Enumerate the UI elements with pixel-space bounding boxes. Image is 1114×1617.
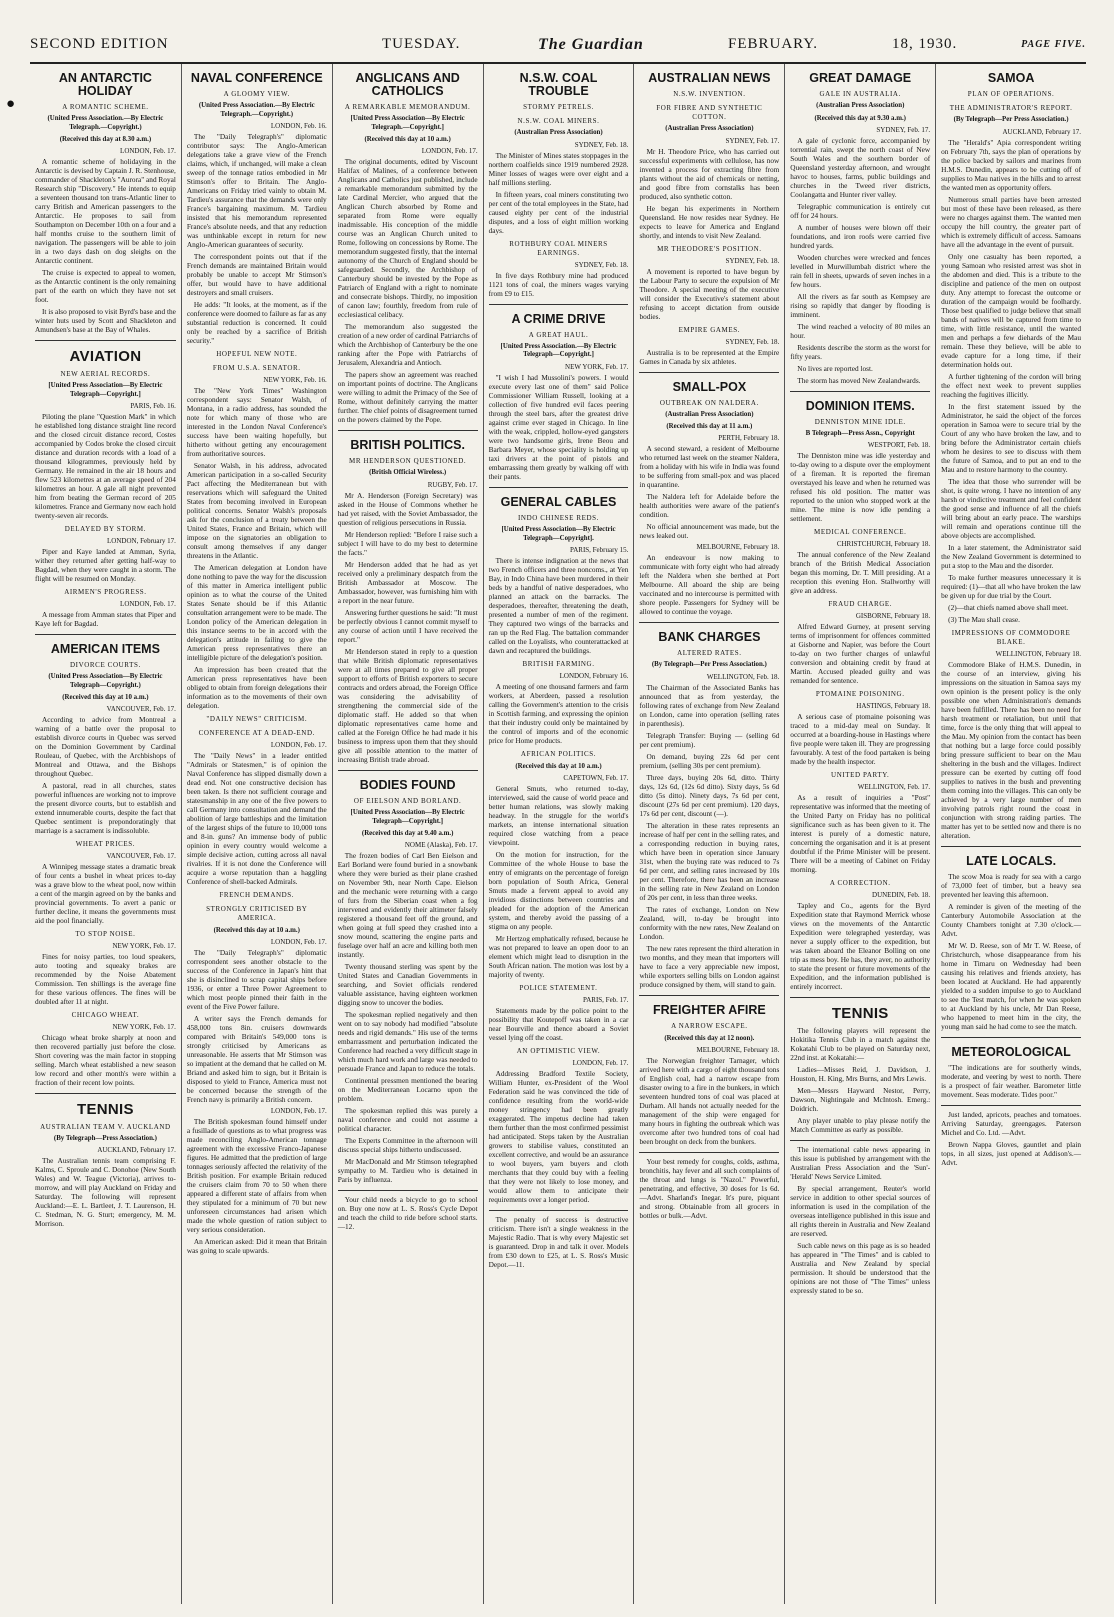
story-paragraph: An impression has been created that the American press representatives have been obliged to obtain from foreign delegations their information as to the movements of their own delegation. (186, 665, 327, 711)
dateline: PARIS, Feb. 16. (130, 402, 176, 410)
story-paragraph: The original documents, edited by Viscount Halifax of Malines, of a conference between Anglicans and Catholics just published, include a remarkable memorandum submitted by the late Cardinal Mercier, who argued that the Anglican Church absorbed by Rome and separated from Rome were equally inadmissable. His conception of the middle course was an Anglican Church united to Rome, following on concessions by Rome. The memorandum suggested firstly, that the internal autonomy of the Church of England should be safeguarded. Secondly, the Archbishop of Canterbury should be invested by the Pope as Patriarch of England with a right to nominate and consecrate bishops. Thirdly, no imposition of canon law; fourthly, freedom from rule of ecclesiastical celibacy. (337, 157, 478, 320)
story-paragraph: An American asked: Did it mean that Britain was going to scale upwards. (186, 1237, 327, 1256)
story-paragraph: "I wish I had Mussolini's powers. I would execute every last one of them" said Police Commissioner William Russell, looking at a collection of five hundred evil faces peering through the steel bars, after the greatest drive against crime ever staged in Chicago. In line with the weak, crippled, hollow-eyed gangsters were two handsome girls, Irene Beou and Barbara Meyer, whose speciality is holding up taxi drivers at the point of pistols and embarrassing them greatly by walking off with their pants. (488, 372, 629, 481)
story-paragraph: The "New York Times" Washington correspondent says: Senator Walsh, of Montana, in a radio address, has sounded the note for which many of those who are interested in the London Naval Conference's success have been waiting hopefully, but hitherto without getting any encouragement from authoritative sources. (186, 386, 327, 459)
subheading: A REMARKABLE MEMORANDUM. (344, 103, 471, 112)
story-paragraph: A serious case of ptomaine poisoning was traced to a mid-day meal on Sunday. It occurred at a boarding-house in Hastings where five people were taken ill. They are progressing favourably. A test of the food partaken is being made by the health inspector. (790, 712, 931, 767)
column-rule (639, 372, 779, 373)
story-paragraph: The Chairman of the Associated Banks has announced that as from yesterday, the following rates of exchange from New Zealand on London, came into operation (selling rates in parenthesis). (639, 682, 780, 728)
column-rule (941, 846, 1081, 847)
subheading: DENNISTON MINE IDLE. (814, 417, 906, 426)
story-paragraph: Twenty thousand sterling was spent by the United States and Canadian Governments in searching, and Soviet officials rendered valuable assistance, having eighteen workmen digging snow to uncover the bodies. (337, 962, 478, 1007)
headline: LATE LOCALS. (966, 853, 1057, 868)
story-paragraph: Mr Hertzog emphatically refused, because he was not prepared to leave an open door to an element which might lead to disruption in the South African nation. The motion was lost by a majority of twenty. (488, 934, 629, 979)
story-paragraph: Telegraphic communication is entirely cut off for 24 hours. (790, 201, 931, 220)
subheading: AFRICAN POLITICS. (520, 750, 597, 758)
subheading: THE ADMINISTRATOR'S REPORT. (949, 104, 1073, 113)
received-time: (Received this day at 10 a.m.) (62, 694, 149, 702)
story-paragraph: "The indications are for southerly winds, moderate, and veering by west to north. There is a prospect of fair weather. Barometer little movement. Seas moderate. Tides poor." (941, 1062, 1082, 1099)
story-paragraph: Wooden churches were wrecked and fences levelled in Murwillumbah district where the rain fell in sheets, upwards of seven inches in a few hours. (790, 252, 931, 289)
story-paragraph: The Naldera left for Adelaide before the health authorities were aware of the patient's condition. (639, 492, 780, 520)
story-paragraph: A romantic scheme of holidaying in the Antarctic is devised by Captain J. R. Stenhouse, commander of Shackleton's "Aurora" and Royal Research ship "Discovery." He intends to equip a seventeen thousand ton trans-Atlantic liner to carry British and American passengers to the Antarctic. He proposes to sail from Southampton on December 10th on a four and a half months cruise to the southern limit of navigation. The passengers will be able to join in a two days dash on dog sleighs on the Antarctic continent. (35, 157, 176, 266)
subheading: POLICE STATEMENT. (519, 984, 598, 992)
story-paragraph: A further tightening of the cordon will bring the effect next week to prevent supplies reaching the fugitives illicitly. (941, 371, 1082, 399)
subheading: BRITISH FARMING. (522, 660, 595, 668)
issue-date: 18, 1930. (892, 36, 958, 52)
headline: A CRIME DRIVE (511, 311, 606, 326)
agency-credit: (United Press Association.—By Electric Telegraph.—Copyright.) (198, 102, 315, 118)
column-rule (35, 1093, 176, 1094)
story-paragraph: To make further measures unnecessary it is required: (1)—that all who have broken the law be given up for due trial by the Court. (941, 572, 1082, 600)
subheading: OF EIELSON AND BORLAND. (353, 797, 462, 805)
story-paragraph: A second steward, a resident of Melbourne who returned last week on the steamer Naldera, from a holiday with his wife in India was found to be suffering from small-pox and was placed in quarantine. (639, 444, 780, 490)
dateline: SYDNEY, Feb. 18. (725, 337, 780, 346)
subheading: MR THEODORE'S POSITION. (657, 244, 762, 253)
dateline: SYDNEY, Feb. 17. (725, 136, 780, 145)
subheading: A GREAT HAUL. (528, 330, 589, 339)
story-paragraph: Alfred Edward Gurney, at present serving terms of imprisonment for offences committed at Gisborne and Napier, was before the Court to-day on two further charges of unlawful conversion and obtaining credit by fraud at Martin. Accused pleaded guilty and was remanded for sentence. (790, 622, 931, 686)
received-time: (Received this day at 11 a.m.) (666, 423, 753, 431)
subheading: MR HENDERSON QUESTIONED. (349, 457, 467, 466)
agency-credit: (Australian Press Association) (665, 410, 754, 418)
agency-credit: [United Press Association—By Electric Telegraph—Copyright]. (501, 526, 616, 542)
story-paragraph: The "Daily Telegraph's" diplomatic correspondent sees another obstacle to the success of the Conference in Japan's hint that she is disinclined to scrap capital ships before 1936, or enter a Three Power Agreement to which most people pinned their faith in the event of the Five Power failure. (186, 948, 327, 1012)
column-rule (489, 304, 629, 305)
dateline: VANCOUVER, Feb. 17. (106, 852, 176, 861)
story-paragraph: The frozen bodies of Carl Ben Eielson and Earl Borland were found buried in a snowbank where they were buried as their plane crashed on November 9th, near North Cape. Eielson and the mechanic were returning with a cargo of furs from the Siberian coast when a fog intervened and evidently their altimeter falsely registered a thousand feet off the ground, and when going at full speed they crashed into a snow mound, scattering the engine parts and fuselage over half an acre and killing both men instantly. (337, 851, 478, 959)
story-paragraph: Mr Henderson replied: "Before I raise such a subject I will have to do my best to determine the facts." (337, 529, 478, 557)
dateline: NEW YORK, Feb. 17. (112, 1023, 176, 1032)
headline: NAVAL CONFERENCE (190, 71, 323, 85)
headline: BODIES FOUND (359, 777, 456, 792)
story-paragraph: Ladies—Misses Reid, J. Davidson, J. Houston, H. King, Mrs Burns, and Mrs Lewis. (790, 1065, 931, 1083)
subheading: MEDICAL CONFERENCE. (814, 528, 907, 537)
agency-credit: (Australian Press Association) (514, 129, 603, 137)
column-rule (489, 487, 629, 488)
story-paragraph: According to advice from Montreal a warning of a battle over the proposal to establish divorce courts in Quebec was served on the Dominion Government by Cardinal Rouleau, of Quebec, with the Archbishops of Montreal and Ottawa, and the Bishops throughout Quebec. (35, 715, 176, 779)
dateline: AUCKLAND, February 17. (1002, 127, 1082, 136)
story-paragraph: A pastoral, read in all churches, states powerful influences are working not to improve the present divorce courts, but to establish and extend innumerable courts, despite the fact that Quebec sentiment is prepondoratingly that marriage is a sacrament is indissoluble. (35, 781, 176, 836)
subheading: FRENCH DEMANDS. (219, 891, 295, 900)
story-paragraph: The storm has moved New Zealandwards. (797, 375, 921, 385)
column-3 (332, 64, 483, 1604)
story-paragraph: Continental pressmen mentioned the bearing on the Mediterranean Locarno upon the problem. (337, 1076, 478, 1103)
subheading: N.S.W. INVENTION. (673, 90, 746, 99)
story-paragraph: In the first statement issued by the Administrator, he said the object of the forces operation in Samoa were to secure trial by the Court of any who have broken the law, and to bring before the Administrator certain chiefs whom he desires to see to discuss with them the future of Samoa, and to put an end to the Mau and to restore harmony to the country. (941, 401, 1082, 474)
story-paragraph: Commodore Blake of H.M.S. Dunedin, in the course of an interview, giving his impressions on the situation in Samoa says my own opinion is the present policy is the only possible one when Administration's demands have been fulfilled. There has been no need for harsh treatment or retaliation, but until that time, force is the only thing that will appeal to the Mau. My opinion from the contact has been that nothing but a large force could possibly bring pressure sufficient to bear on the Mau sheltering in the bush and the villages. Indirect pressure can be exerted by cutting off food supplies to natives in the bush and preventing them coming into the villages. This can only be achieved by a very large number of men involving patrols right round the coast in conjunction with strong raiding parties. The matter has yet to be settled now and there is no alteration. (941, 659, 1082, 840)
dateline: NEW YORK, Feb. 16. (263, 376, 327, 385)
subheading: WHEAT PRICES. (75, 840, 136, 849)
story-paragraph: Numerous small parties have been arrested but most of these have been released, as there were no charges against them. The wanted men occupy the hill country, the greater part of which is extremely difficult of access. Samoans have all the advantage in the event of pursuit. (941, 194, 1082, 249)
headline: BRITISH POLITICS. (350, 438, 465, 453)
subheading: AUSTRALIAN TEAM V. AUCKLAND (40, 1122, 171, 1131)
story-paragraph: The Norwegian freighter Tarnager, which arrived here with a cargo of eight thousand tons of English coal, had a narrow escape from disaster owing to a fire in the bunkers, in which seventeen hundred tons of coal was placed at Durham. All hands not actually needed for the management of the ship were engaged for many hours in fighting the outbreak which was overcome after two hundred tons of coal had been brought on deck from the bunkers. (639, 1056, 780, 1146)
story-paragraph: Answering further questions he said: "It must be perfectly obvious I cannot commit myself to any course of action until I have received the report." (337, 607, 478, 644)
headline: ANGLICANS AND CATHOLICS (355, 71, 460, 99)
issue-month: FEBRUARY. (728, 36, 819, 52)
subheading: STORMY PETRELS. (523, 103, 594, 112)
column-rule (35, 340, 176, 341)
subheading: A GLOOMY VIEW. (223, 90, 290, 99)
agency-credit: [United Press Association—By Electric Telegraph—Copyright.] (350, 809, 465, 825)
story-paragraph: The annual conference of the New Zealand branch of the British Medical Association began this morning, Dr. T. Mill presiding. At a reception this evening Hon. Stallworthy will give an address. (790, 550, 931, 596)
headline: SAMOA (987, 71, 1035, 85)
column-rule (639, 995, 779, 996)
dateline: LONDON, Feb. 17. (120, 147, 176, 156)
column-5 (633, 64, 784, 1604)
story-paragraph: On the motion for instruction, for the Committee of the whole House to base the entry of emigrants on the percentage of foreign born population of South Africa, General Smuts made a fervent appeal to avoid any invidious distinctions between countries and pleaded for the adoption of the American system, and thereby avoid the passing of a stigma on any people. (488, 850, 629, 931)
dateline: NOME (Alaska), Feb. 17. (404, 841, 478, 849)
subheading: A NARROW ESCAPE. (671, 1022, 748, 1030)
column-rule (338, 1190, 478, 1191)
subheading: DIVORCE COURTS. (70, 661, 141, 670)
story-paragraph: The penalty of success is destructive criticism. There isn't a single weakness in the Majestic Radio. That is why every Majestic set is guaranteed. Drop in and talk it over. Models from £30 down to £25, at L. S. Ross's Music Depot.—11. (488, 1215, 629, 1269)
subheading: STRONGLY CRITICISED BY AMERICA. (206, 905, 308, 923)
story-paragraph: There is intense indignation at the news that two French officers and three noncoms., at Yen Bay, in Indo China have been murdered in their beds by a handful of native desperadoes, who planned an attack on the barracks. The desperadoes, thereafter, threatening the death, presented a number of men of the regiment. They captured two wings of the barracks and ran up the Red Flag. The battalion commander called on the Loyalists, who counterattacked at dawn and recaptured the buildings. (488, 556, 629, 655)
column-6 (784, 64, 935, 1604)
story-paragraph: Mr A. Henderson (Foreign Secretary) was asked in the House of Commons whether he had yet raised, with the Soviet Ambassador, the question of religious persecutions in Russia. (337, 490, 478, 527)
story-paragraph: In five days Rothbury mine had produced 1121 tons of coal, the miners wages varying from £9 to £15. (488, 270, 629, 298)
story-paragraph: The American delegation at London have done nothing to pave the way for the discussion of this matter in America intelligent public opinion as to what the course of the United States Senate should be if this Atlantic consultation arrangement were to be made. The London policy of the American delegation in this instance seems to be in accord with the delegation's attitude in failing to give the American press representatives there an intelligible picture of the delegation's position. (186, 563, 327, 663)
story-paragraph: Australia is to be represented at the Empire Games in Canada by six athletes. (639, 347, 780, 366)
dateline: SYDNEY, Feb. 18. (725, 256, 780, 265)
story-paragraph: Telegraph Transfer: Buying — (selling 6d per cent premium). (639, 730, 780, 749)
edition-label: SECOND EDITION (30, 36, 169, 52)
story-paragraph: The new rates represent the third alteration in two months, and they mean that importers will have to face a very appreciable new impost, while exporters selling bills on London against produce consigned by them, will stand to gain. (639, 943, 780, 989)
dateline: LONDON, Feb. 16. (270, 122, 327, 131)
column-rule (639, 622, 779, 623)
story-paragraph: General Smuts, who returned to-day, interviewed, said the cause of world peace and better human relations, was slowly making headway. In the struggle for the world's markets, an intense international situation required close watching from a peace viewpoint. (488, 784, 629, 847)
subheading: "DAILY NEWS" CRITICISM. (206, 715, 308, 724)
agency-credit: (British Official Wireless.) (369, 469, 447, 477)
story-paragraph: The correspondent points out that if the French demands are maintained Britain would probably be unable to accept Mr Stimson's offer, but would have to have additional destroyers and small cruisers. (186, 252, 327, 298)
dateline: MELBOURNE, February 18. (696, 543, 780, 552)
story-paragraph: Chicago wheat broke sharply at noon and then recovered partially just before the close. Short covering was the main factor in stopping selling. March wheat established a new season low record and other month's were within a fraction of their recent low points. (35, 1033, 176, 1088)
headline: SMALL-POX (672, 379, 747, 394)
headline: AN ANTARCTIC HOLIDAY (58, 71, 152, 99)
story-paragraph: It is also proposed to visit Byrd's base and the winter huts used by Scott and Shackleton and Amundsen's base at the Bay of Whales. (35, 307, 176, 335)
story-paragraph: In fifteen years, coal miners constituting two per cent of the total employees in the State, had caused eighty per cent of the industrial disputes, and a loss of eight million working days. (488, 189, 629, 235)
headline: BANK CHARGES (658, 630, 761, 645)
dateline: AUCKLAND, February 17. (97, 1146, 176, 1155)
subheading: ROTHBURY COAL MINERS EARNINGS. (509, 239, 608, 257)
story-paragraph: Just landed, apricots, peaches and tomatoes. Arriving Saturday, greengages. Paterson Michel and Co. Ltd. —Advt. (941, 1109, 1082, 1137)
story-paragraph: As a result of inquiries a "Post" representative was informed that the meeting of the United Party on Friday has no political significance such as has been given to it. The interest is purely of a domestic nature, concerning the organisation and it is at present doubtful if the Prime Minister will be present. There will be a meeting of Cabinet on Friday morning. (790, 793, 931, 875)
story-paragraph: An endeavour is now making to communicate with forty eight who had already left the Naldera when she berthed at Port Melbourne. All aboard the ship are being vaccinated and no intercourse is permitted with shore people. Passengers for Sydney will be allowed to continue the voyage. (639, 553, 780, 617)
subheading: IMPRESSIONS OF COMMODORE BLAKE. (951, 628, 1071, 646)
story-paragraph: Mr W. D. Reese, son of Mr T. W. Reese, of Christchurch, whose disappearance from his home in Timaru on Wednesday had been causing his relatives and friends anxiety, has been located at Auckland. He had apparently yielded to a sudden impulse to go to Auckland to see the Test match, for when he was spoken to at Auckland by his uncle, Mr Dan Reese, who happened to meet him in the city, the young man said he had come to see the match. (941, 940, 1082, 1031)
subheading: AIRMEN'S PROGRESS. (64, 588, 147, 596)
story-paragraph: (2)—that chiefs named above shall meet. (948, 602, 1069, 612)
subheading: A CORRECTION. (829, 879, 891, 888)
column-1 (30, 64, 181, 1604)
agency-credit: [United Press Association—By Electric Telegraph—Copyright.] (48, 382, 163, 398)
story-paragraph: The international cable news appearing in this issue is published by arrangement with the Australian Press Association and the 'Sun'-'Herald' News Service Limited. (790, 1145, 931, 1181)
story-paragraph: Your child needs a bicycle to go to school on. Buy one now at L. S. Ross's Cycle Depot and teach the child to ride before school starts.—12. (337, 1195, 478, 1231)
subheading: OUTBREAK ON NALDERA. (659, 398, 759, 407)
story-paragraph: Statements made by the police point to the possibility that Koutepoff was taken in a car near Bourville and thence aboard a Soviet vessel lying off the coast. (488, 1006, 629, 1042)
subheading: EMPIRE GAMES. (678, 325, 741, 334)
headline: AVIATION (69, 348, 142, 366)
masthead (30, 36, 1086, 64)
story-paragraph: A number of houses were blown off their foundations, and iron roofs were carried five hundred yards. (790, 222, 931, 250)
story-paragraph: The memorandum also suggested the creation of a new order of cardinal Patriarchs of which the Archbishop of Canterbury be the one ranking after the Pope with Patriarchs of Jerusalem, Alexandria and Antioch. (337, 322, 478, 368)
agency-credit: (United Press Association.—By Electric Telegraph.—Copyright.) (47, 115, 164, 131)
headline: TENNIS (831, 1005, 889, 1023)
column-rule (790, 391, 930, 392)
received-time: (Received this day at 12 noon). (664, 1035, 755, 1042)
agency-credit: [United Press Association—By Electric Telegraph.—Copyright.] (350, 115, 465, 131)
dateline: LONDON, Feb. 17. (120, 600, 176, 608)
subheading: CONFERENCE AT A DEAD-END. (198, 729, 315, 738)
story-paragraph: Mr MacDonald and Mr Stimson telegraphed sympathy to M. Tardieu who is detained in Paris by influenza. (337, 1157, 478, 1184)
column-rule (639, 1152, 779, 1153)
dateline: DUNEDIN, Feb. 18. (872, 891, 931, 900)
column-rule (790, 1140, 930, 1141)
story-paragraph: The "Daily News" in a leader entitled "Admirals or Statesmen," is of opinion the Naval Conference has slipped dismally down a dead end. Not one constructive decision has been taken. Is there not sufficient courage and statesmanship in any one of the five powers to call Germany into consultation and demand the abolition of large battleships and the limitation of the largest ships of the future to 10,000 tons and 8-in. guns? An immense body of public opinion in every country would welcome a simple decisive action, cutting across all naval rivalries. If it is not done the Conference will acquire a worse reputation than a haggling Conference of shell-backed Admirals. (186, 751, 327, 887)
story-paragraph: The wind reached a velocity of 80 miles an hour. (790, 321, 931, 340)
column-rule (35, 634, 176, 635)
column-rule (790, 997, 930, 998)
story-paragraph: Three days, buying 20s 6d, ditto. Thirty days, 12s 6d, (12s 6d ditto). Sixty days, 5s 6d ditto (5s ditto). Ninety days, 7s 6d per cent, discount (27s 6d per cent premium). 120 days, 17s 6d per cent, discount (—). (639, 772, 780, 818)
story-paragraph: Mr Henderson added that he had as yet received only a preliminary despatch from the British Ambassador at Moscow. The Ambassador, however, was furnishing him with a report in the near future. (337, 559, 478, 605)
dateline: LONDON, February 16. (559, 672, 629, 680)
agency-credit: B Telegraph—Press Assn., Copyright (805, 429, 915, 437)
subheading: DELAYED BY STORM. (64, 525, 147, 533)
received-time: (Received this day at 9.40 a.m.) (361, 830, 454, 837)
agency-credit: [United Press Association.—By Electric Telegraph—Copyright.] (500, 342, 617, 359)
story-paragraph: The Denniston mine was idle yesterday and to-day owing to a dispute over the employment of a fireman. It is reported the fireman overstayed his leave and when he returned was refused his old position. The matter was reported to the union who stopped work at the mine. The mine is now idle pending a settlement. (790, 451, 931, 524)
story-paragraph: A message from Amman states that Piper and Kaye left for Bagdad. (35, 610, 176, 628)
story-paragraph: Tapley and Co., agents for the Byrd Expedition state that Raymond Merrick whose views on the movements of the Antarctic Expedition were telegraphed yesterday, was never a supply officer to the expedition, but was taken aboard the Eleanor Bolling on one trip as mess boy. He has, they aver, no authority to state the present or future movements of the Expedition, and the information published is entirely incorrect. (790, 901, 931, 992)
story-paragraph: On demand, buying 22s 6d per cent premium, (selling 30s per cent premium). (639, 751, 780, 770)
story-paragraph: A meeting of one thousand farmers and farm workers, at Aberdeen, passed a resolution calling the Government's attention to the crisis in Scottish farming, and expressing the opinion that their industry could only be maintained by the control of imports and of the economic price for Home products. (488, 682, 629, 745)
column-rule (489, 1210, 629, 1211)
story-paragraph: Men—Messrs Hayward Nestor, Perry, Dawson, Nightingale and McIntosh. Emerg.: Doidrich. (790, 1086, 931, 1113)
headline: GENERAL CABLES (500, 494, 617, 509)
headline: TENNIS (77, 1101, 134, 1119)
subheading: PTOMAINE POISONING. (815, 690, 905, 699)
story-paragraph: The rates of exchange, London on New Zealand, will, to-day be brought into conformity with the new rates, New Zealand on London. (639, 904, 780, 941)
column-rule (338, 430, 478, 431)
story-paragraph: Only one casualty has been reported, a young Samoan who resisted arrest was shot in the abdomen and died. This is a tribute to the discipline and patience of the men on outpost duty. Any attempt to forecast the outcome or duration of the campaign would be foolhardy. Those best qualified to judge believe that small bands of natives will be captured from time to time, with little resistance, until the wanted men and perhaps a few diehards of the Mau remain. These they believe, will be able to evade capture for a long time, if their determination holds out. (941, 251, 1082, 369)
subheading: HOPEFUL NEW NOTE. (216, 350, 298, 359)
story-paragraph: The cruise is expected to appeal to women, as the Antarctic continent is the only remaining part of the earth on which they have not set foot. (35, 268, 176, 305)
dateline: PERTH, February 18. (718, 434, 780, 443)
column-7 (935, 64, 1086, 1604)
subheading: UNITED PARTY. (831, 771, 890, 780)
headline: AMERICAN ITEMS (50, 642, 160, 656)
story-paragraph: (3) The Mau shall cease. (948, 614, 1020, 624)
subheading: FROM U.S.A. SENATOR. (212, 364, 301, 373)
column-4 (483, 64, 634, 1604)
page-number: PAGE FIVE. (1021, 39, 1086, 50)
subheading: FRAUD CHARGE. (828, 600, 893, 609)
column-rule (338, 770, 478, 771)
story-paragraph: Mr H. Theodore Price, who has carried out successful experiments with cellulose, has now invented a process for extracting fibre from plants without the aid of chemicals or netting, and good fibre from cornstalks has been produced, also synthetic cotton. (639, 146, 780, 201)
subheading: A ROMANTIC SCHEME. (62, 103, 149, 112)
dateline: CHRISTCHURCH, February 18. (836, 540, 931, 549)
dateline: LONDON, February 17. (107, 537, 176, 545)
dateline: GISBORNE, February 18. (855, 612, 931, 621)
dateline: HASTINGS, February 18. (856, 702, 931, 711)
agency-credit: (Australian Press Association) (665, 125, 754, 133)
story-paragraph: The "Daily Telegraph's" diplomatic contributor says: The Anglo-American delegations take a grave view of the French claims, which, if unchanged, will make a clean sweep of the tonnage ratios embodied in Mr Stimson's offer to Britain. The Anglo-Americans on Friday tried vainly to obtain M. Tardieu's assurance that the demands were only France's bargaining maximum. M. Tardieu insisted that his memorandum represented France's absolute needs, and that any reduction was unthinkable except in return for new Anglo-American guarantees of security. (186, 132, 327, 250)
story-paragraph: No official announcement was made, but the news leaked out. (639, 522, 780, 541)
agency-credit: (By Telegraph—Per Press Association.) (953, 116, 1069, 124)
dateline: NEW YORK, Feb. 17. (112, 942, 176, 951)
dateline: CAPETOWN, Feb. 17. (563, 774, 629, 782)
dateline: MELBOURNE, February 18. (696, 1046, 780, 1054)
dateline: WELLINGTON, February 18. (995, 649, 1082, 658)
story-paragraph: Brown Nappa Gloves, gauntlet and plain tops, in all sizes, just opened at Addison's.—Advt. (941, 1139, 1082, 1167)
story-paragraph: The papers show an agreement was reached on important points of doctrine. The Anglicans were willing to admit the Primacy of the See of Rome, without definitely carrying the matter further. The chief points of disagreement turned on the powers claimed by the Pope. (337, 370, 478, 425)
headline: GREAT DAMAGE (809, 71, 912, 85)
subheading: FOR FIBRE AND SYNTHETIC COTTON. (656, 104, 763, 122)
dateline: SYDNEY, Feb. 17. (876, 125, 931, 134)
dateline: WELLINGTON, Feb. 17. (857, 783, 931, 792)
agency-credit: (By Telegraph—Press Association.) (53, 1134, 157, 1142)
story-paragraph: The scow Moa is ready for sea with a cargo of 73,000 feet of timber, but a heavy sea prevented her leaving this afternoon. (941, 871, 1082, 899)
headline: AUSTRALIAN NEWS (648, 71, 771, 85)
story-paragraph: Your best remedy for coughs, colds, asthma, bronchitis, hay fever and all such complaints of the throat and lungs is "Nazol." Powerful, penetrating, and effective, 30 doses for 1s 6d.—Advt. Sharland's Inegar. It's pure, piquant and strong. Obtainable from all grocers in bottles or bulk.—Advt. (639, 1157, 780, 1220)
newspaper-columns (30, 64, 1086, 1604)
headline: N.S.W. COAL TROUBLE (519, 71, 598, 99)
story-paragraph: Piper and Kaye landed at Amman, Syria, wither they returned after getting half-way to Bagdad, when they were caught in a storm. The flight will be resumed on Monday. (35, 547, 176, 583)
story-paragraph: Such cable news on this page as is so headed has appeared in "The Times" and is cabled to Australia and New Zealand by special permission. It should be understood that the opinions are not those of "The Times" unless expressly stated to be so. (790, 1241, 931, 1295)
dateline: NEW YORK, Feb. 17. (565, 362, 629, 371)
dateline: PARIS, February 15. (569, 546, 629, 554)
dateline: LONDON, Feb. 17. (421, 147, 478, 156)
subheading: INDO CHINESE REDS. (518, 514, 599, 522)
story-paragraph: The following players will represent the Hokitika Tennis Club in a match against the Kokatahi Club to be played on Saturday next, 22nd inst. at Kokatahi:— (790, 1026, 931, 1062)
story-paragraph: A reminder is given of the meeting of the Canterbury Automobile Association at the County Chambers tonight at 7.30 o'clock.—Advt. (941, 901, 1082, 938)
story-paragraph: The Experts Committee in the afternoon will discuss special ships hitherto undiscussed. (337, 1136, 478, 1154)
story-paragraph: A gale of cyclonic force, accompanied by torrential rain, swept the north coast of New South Wales and the southern border of Queensland yesterday afternoon, and wrought havoc to houses, farms, public buildings and churches in the Tweed river districts, Coolangatta and Hunter river valley. (790, 135, 931, 199)
dateline: RUGBY, Feb. 17. (427, 480, 478, 489)
story-paragraph: All the rivers as far south as Kempsey are rising so rapidly that danger by flooding is imminent. (790, 291, 931, 319)
story-paragraph: Fines for noisy parties, too loud speakers, auto tooting and squeaky brakes are recommended by the Noise Abatement Commission. Ten shillings is the average fine for these various offences. The fines will be doubled after 11 at night. (35, 952, 176, 1007)
received-time: (Received this day at 10 a.m.) (515, 763, 602, 770)
received-time: (Received this day at 10 a.m.) (213, 927, 300, 935)
dateline: VANCOUVER, Feb. 17. (106, 705, 176, 714)
subheading: CHICAGO WHEAT. (71, 1011, 140, 1020)
headline: DOMINION ITEMS. (805, 398, 915, 413)
story-paragraph: A movement is reported to have begun by the Labour Party to secure the expulsion of Mr Theodore. A special meeting of the executive will consider the Executive's statement about refusing to accept dictation from outside bodies. (639, 266, 780, 321)
story-paragraph: He adds: "It looks, at the moment, as if the conference were doomed to failure as far as any substantial reduction is concerned. It could only be reached by a sacrifice of British security." (186, 300, 327, 346)
story-paragraph: The idea that those who surrender will be shot, is quite wrong. I have no intention of any harsh or vindictive treatment and feel confident the good sense and influence of all the chiefs will bring about an early peace. The warships will remain and operations continue till the above objects are accomplished. (941, 476, 1082, 540)
subheading: ALTERED RATES. (677, 649, 742, 658)
subheading: TO STOP NOISE. (75, 930, 136, 939)
dateline: LONDON, Feb. 17. (572, 1059, 629, 1067)
story-paragraph: The British spokesman found himself under a fusillade of questions as to what progress was made reconciling Anglo-American tonnage agreement with the excessive Franco-Japanese figures. He admitted that the prediction of large tonnages seriously affected the relativity of the British position. For example Britain reduced the cruisers claim from 70 to 50 when there appeared a different state of affairs from when they stipulated for a minimum of 70 but new unforeseen circumstances had arisen which made the whole question of ration subject to very serious consideration. (186, 1117, 327, 1235)
story-paragraph: The spokesman replied this was purely a naval conference and could not assume a political character. (337, 1106, 478, 1133)
story-paragraph: The Australian tennis team comprising F. Kalms, C. Sproule and C. Donohoe (New South Wales) and W. Teague (Victoria), arrives to-morrow, and will play Auckland on Friday and Saturday. The following will represent Auckland:—E. L. Bartleet, J. T. Laurenson, H. C. Stedman, N. G. Sturt; emergency, M. M. Morrison. (35, 1156, 176, 1229)
story-paragraph: Mr Henderson stated in reply to a question that while British diplomatic representatives were at all times prepared to give all proper support to efforts of British exporters to secure contracts and orders abroad, the Foreign Office was considering the advisability of strengthening the commercial side of the diplomatic staff. He added so that when diplomatic representatives came home and called at the Foreign Office he had made it his business to impress upon them that they should give all possible attention to the matter of increasing British trade abroad. (337, 646, 478, 764)
newspaper-title: The Guardian (538, 36, 644, 53)
dateline: SYDNEY, Feb. 18. (574, 260, 629, 269)
agency-credit: (By Telegraph—Per Press Association.) (651, 661, 767, 669)
agency-credit: (United Press Association—By Electric Telegraph—Copyright.) (48, 673, 163, 689)
received-time: (Received this day at 10 a.m.) (364, 136, 451, 144)
dateline: WESTPORT, Feb. 18. (867, 441, 931, 450)
dateline: LONDON, Feb. 17. (270, 938, 327, 947)
column-rule (941, 1037, 1081, 1038)
dateline: LONDON, Feb. 17. (270, 1107, 327, 1116)
column-2 (181, 64, 332, 1604)
subheading: PLAN OF OPERATIONS. (967, 90, 1055, 99)
headline: FREIGHTER AFIRE (653, 1002, 766, 1017)
subheading: NEW AERIAL RECORDS. (60, 370, 151, 378)
story-paragraph: In a later statement, the Administrator said the New Zealand Government is determined to put a stop to the Mau and the disorder. (941, 542, 1082, 570)
subheading: GALE IN AUSTRALIA. (819, 90, 901, 99)
dateline: PARIS, Feb. 17. (582, 996, 629, 1004)
hole-punch-mark-icon: ● (6, 96, 16, 112)
subheading: N.S.W. COAL MINERS. (517, 117, 600, 126)
dateline: WELLINGTON, Feb. 18. (706, 672, 780, 681)
issue-day: TUESDAY. (382, 36, 461, 52)
subheading: AN OPTIMISTIC VIEW. (516, 1047, 601, 1055)
dateline: SYDNEY, Feb. 18. (574, 140, 629, 149)
story-paragraph: Addressing Bradford Textile Society, William Hunter, ex-President of the Wool Federation said he was convinced the tide of confidence resulting from the world-wide money stringency had been greatly exaggerated. The impetus decline had taken them further than the most confirmed pessimist had anticipated. Steps taken by the Australian growers to stabilise values, constituted an excellent corrective, and would be an assurance to wool buyers, yarn buyers and cloth merchants that they could buy with a feeling that they were not likely to lose money, and would allow them to anticipate their requirements over a longer period. (488, 1069, 629, 1204)
column-rule (941, 1105, 1081, 1106)
story-paragraph: Senator Walsh, in his address, advocated American participation in a so-called Security Pact affecting the Mediterranean but with reservations which will safeguard the United States from becoming involved in European political concerns. Senator Walsh's proposals ask for the conclusion of a treaty between the United States, France and Britain, which will impose on the signatories an obligation to consult among themselves if any danger threatens in the Atlantic. (186, 461, 327, 561)
story-paragraph: Residents describe the storm as the worst for fifty years. (790, 342, 931, 361)
received-time: (Received this day at 9.30 a.m.) (814, 114, 906, 122)
story-paragraph: Any player unable to play please notify the Match Committee as early as possible. (790, 1116, 931, 1134)
dateline: LONDON, Feb. 17. (270, 741, 327, 750)
story-paragraph: Piloting the plane "Question Mark" in which he established long distance straight line record and the closed circuit distance record, Costes accompanied by Codos broke the closed circuit distance and duration records with a load of a thousand kilogrammes, previously held by Germany. He remained in the air 18 hours and flew 523 kilometres at an average speed of 204 kilometres an hour. A gale all night prevented him from beating the German record of 205 kilometres. France and Germany now each hold twenty-seven air records. (35, 412, 176, 520)
story-paragraph: The alteration in these rates represents an increase of half per cent in the selling rates, and a corresponding reduction in buying rates, which have been in operation since January 31st, when the buying rate was reduced to 7s 6d per cent, and selling rates increased by 10s per cent. Therefore, there has been an increase in the selling rate in New Zealand on London of 20s per cent, in less than three weeks. (639, 820, 780, 902)
story-paragraph: No lives are reported lost. (797, 363, 873, 373)
story-paragraph: A writer says the French demands for 458,000 tons 8in. cruisers downwards compared with Britain's 549,000 tons is strongly criticised by Americans as unreasonable. He asserts that Mr Stimson was so impatient at the demand that he called on M. Briand and asked him to sign, but it Britain is disposed to yield to France, America must not be concerned because the strength of the French navy is primarily a British concern. (186, 1014, 327, 1105)
story-paragraph: He began his experiments in Northern Queensland. He now resides near Sydney. He expects to leave for America and England shortly, and intends to visit New Zealand. (639, 203, 780, 240)
headline: METEOROLOGICAL (951, 1044, 1071, 1059)
story-paragraph: A Winnipeg message states a dramatic break of four cents a bushel in wheat prices to-day was a grave blow to the wheat pool, now within a cent of the margin agreed on by the banks and provincial governments. To avert a panic or further decline, it means the governments must aid the pool financially. (35, 862, 176, 926)
received-time: (Received this day at 8.30 a.m.) (59, 136, 152, 144)
story-paragraph: The Minister of Mines states stoppages in the northern coalfields since 1919 numbered 2928. Miner losses of wages were over eight and a half millions sterling. (488, 150, 629, 187)
agency-credit: (Australian Press Association) (816, 102, 905, 110)
story-paragraph: The "Herald's" Apia correspondent writing on February 7th, says the plan of operations by the police backed by sailors and marines from H.M.S. Dunedin, appears to be cutting off of supplies to Mau natives in the hills and to arrest the wanted men as opportunity offers. (941, 137, 1082, 192)
story-paragraph: By special arrangement, Reuter's world service in addition to other special sources of information is used in the compilation of the overseas intelligence published in this issue and all rights therein in Australia and New Zealand are reserved. (790, 1184, 931, 1238)
story-paragraph: The spokesman replied negatively and then went on to say nobody had modified "absolute needs and rigid demands." His use of the terms embarrassment and perturbation indicated the Conference had reached a very difficult stage in which much hard work and large was needed to persuade France and Japan to reduce the totals. (337, 1010, 478, 1073)
